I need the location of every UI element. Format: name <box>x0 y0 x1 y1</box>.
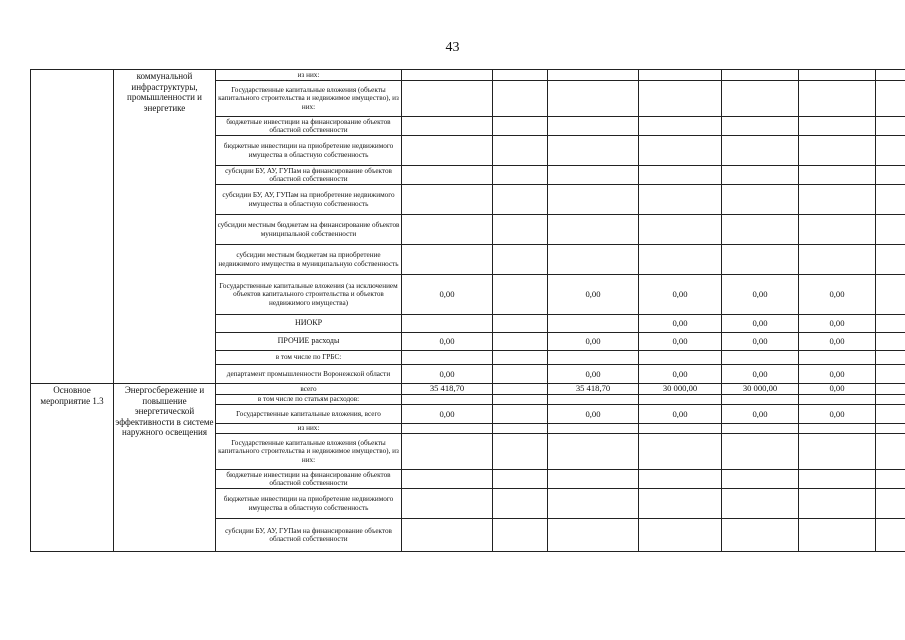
value-cell <box>876 434 905 470</box>
value-cell: 0,00 <box>402 365 493 384</box>
value-cell <box>493 333 548 351</box>
value-cell <box>402 245 493 275</box>
value-cell: 0,00 <box>639 275 722 315</box>
value-cell <box>876 315 905 333</box>
value-cell: 0,00 <box>799 405 876 424</box>
row-label: бюджетные инвестиции на финансирование объектов областной собственности <box>216 470 402 489</box>
value-cell <box>799 351 876 365</box>
value-cell <box>876 275 905 315</box>
value-cell <box>493 245 548 275</box>
value-cell <box>548 424 639 434</box>
value-cell <box>876 185 905 215</box>
value-cell <box>722 351 799 365</box>
value-cell: 0,00 <box>799 275 876 315</box>
value-cell <box>722 245 799 275</box>
value-cell <box>722 70 799 81</box>
row-label: Государственные капитальные вложения, всего <box>216 405 402 424</box>
value-cell <box>876 365 905 384</box>
value-cell <box>493 315 548 333</box>
value-cell <box>402 136 493 166</box>
value-cell <box>493 470 548 489</box>
value-cell: 0,00 <box>799 333 876 351</box>
value-cell <box>402 81 493 117</box>
value-cell <box>402 70 493 81</box>
value-cell <box>639 470 722 489</box>
value-cell <box>639 70 722 81</box>
value-cell: 0,00 <box>402 333 493 351</box>
value-cell: 0,00 <box>799 384 876 395</box>
value-cell <box>548 117 639 136</box>
value-cell <box>493 384 548 395</box>
value-cell <box>639 81 722 117</box>
value-cell <box>548 245 639 275</box>
value-cell <box>548 489 639 519</box>
value-cell <box>548 70 639 81</box>
row-label: субсидии БУ, АУ, ГУПам на приобретение недвижимого имущества в областную собственность <box>216 185 402 215</box>
value-cell: 0,00 <box>639 365 722 384</box>
block1-measure-cell <box>31 70 114 384</box>
value-cell <box>548 395 639 405</box>
value-cell: 0,00 <box>548 275 639 315</box>
value-cell <box>799 434 876 470</box>
value-cell <box>876 166 905 185</box>
value-cell <box>493 185 548 215</box>
row-label: субсидии БУ, АУ, ГУПам на финансирование объектов областной собственности <box>216 519 402 552</box>
value-cell: 35 418,70 <box>402 384 493 395</box>
budget-table-body <box>31 70 905 552</box>
value-cell: 0,00 <box>722 333 799 351</box>
value-cell <box>876 351 905 365</box>
value-cell: 0,00 <box>722 365 799 384</box>
value-cell <box>799 185 876 215</box>
value-cell <box>402 434 493 470</box>
value-cell <box>876 215 905 245</box>
value-cell <box>722 489 799 519</box>
value-cell: 0,00 <box>402 405 493 424</box>
row-label: департамент промышленности Воронежской области <box>216 365 402 384</box>
value-cell <box>493 395 548 405</box>
value-cell <box>548 185 639 215</box>
value-cell <box>402 315 493 333</box>
value-cell <box>493 81 548 117</box>
value-cell <box>402 117 493 136</box>
row-label: в том числе по статьям расходов: <box>216 395 402 405</box>
value-cell: 35 418,70 <box>548 384 639 395</box>
value-cell <box>876 424 905 434</box>
value-cell <box>722 166 799 185</box>
value-cell <box>799 81 876 117</box>
value-cell <box>722 395 799 405</box>
value-cell <box>722 424 799 434</box>
value-cell <box>799 215 876 245</box>
value-cell <box>876 519 905 552</box>
value-cell <box>799 166 876 185</box>
value-cell <box>402 215 493 245</box>
value-cell: 30 000,00 <box>722 384 799 395</box>
row-label: Государственные капитальные вложения (объекты капитального строительства и недвижимое имущество), из них: <box>216 434 402 470</box>
value-cell <box>493 424 548 434</box>
value-cell <box>876 470 905 489</box>
value-cell <box>722 215 799 245</box>
row-label: из них: <box>216 424 402 434</box>
value-cell <box>548 519 639 552</box>
value-cell <box>722 470 799 489</box>
value-cell: 0,00 <box>639 315 722 333</box>
value-cell <box>876 81 905 117</box>
value-cell <box>548 315 639 333</box>
value-cell: 0,00 <box>639 333 722 351</box>
value-cell <box>799 424 876 434</box>
value-cell <box>402 489 493 519</box>
value-cell <box>639 351 722 365</box>
table-row <box>31 70 905 81</box>
value-cell <box>493 166 548 185</box>
value-cell <box>722 81 799 117</box>
value-cell <box>639 117 722 136</box>
value-cell <box>876 489 905 519</box>
value-cell: 0,00 <box>548 333 639 351</box>
value-cell <box>402 166 493 185</box>
value-cell <box>722 185 799 215</box>
row-label: из них: <box>216 70 402 81</box>
value-cell <box>548 136 639 166</box>
value-cell: 0,00 <box>799 365 876 384</box>
value-cell <box>876 395 905 405</box>
value-cell <box>402 351 493 365</box>
value-cell <box>639 519 722 552</box>
value-cell <box>402 519 493 552</box>
value-cell <box>493 117 548 136</box>
value-cell: 0,00 <box>722 405 799 424</box>
value-cell <box>493 215 548 245</box>
value-cell <box>876 384 905 395</box>
value-cell <box>799 70 876 81</box>
value-cell <box>799 136 876 166</box>
value-cell <box>493 405 548 424</box>
block1-name-cell: коммунальной инфраструктуры, промышленности и энергетике <box>114 70 216 384</box>
value-cell <box>493 275 548 315</box>
value-cell <box>402 185 493 215</box>
row-label: в том числе по ГРБС: <box>216 351 402 365</box>
value-cell <box>799 519 876 552</box>
table-row <box>31 384 905 395</box>
value-cell <box>799 395 876 405</box>
budget-table <box>30 69 905 552</box>
value-cell <box>876 70 905 81</box>
value-cell <box>876 405 905 424</box>
row-label: бюджетные инвестиции на приобретение недвижимого имущества в областную собственность <box>216 136 402 166</box>
row-label: всего <box>216 384 402 395</box>
value-cell: 0,00 <box>722 275 799 315</box>
value-cell <box>493 519 548 552</box>
value-cell <box>639 434 722 470</box>
value-cell <box>722 117 799 136</box>
value-cell: 30 000,00 <box>639 384 722 395</box>
row-label: НИОКР <box>216 315 402 333</box>
row-label: субсидии местным бюджетам на приобретение недвижимого имущества в муниципальную собственность <box>216 245 402 275</box>
value-cell <box>493 434 548 470</box>
value-cell <box>639 489 722 519</box>
value-cell <box>548 470 639 489</box>
value-cell <box>876 333 905 351</box>
value-cell <box>493 365 548 384</box>
value-cell <box>548 215 639 245</box>
row-label: субсидии местным бюджетам на финансирование объектов муниципальной собственности <box>216 215 402 245</box>
row-label: бюджетные инвестиции на финансирование объектов областной собственности <box>216 117 402 136</box>
row-label: Государственные капитальные вложения (за исключением объектов капитального строительства и объектов недвижимого имущества) <box>216 275 402 315</box>
row-label: Государственные капитальные вложения (объекты капитального строительства и недвижимое имущество), из них: <box>216 81 402 117</box>
value-cell: 0,00 <box>402 275 493 315</box>
value-cell <box>799 470 876 489</box>
value-cell <box>722 136 799 166</box>
row-label: субсидии БУ, АУ, ГУПам на финансирование объектов областной собственности <box>216 166 402 185</box>
value-cell <box>548 81 639 117</box>
value-cell: 0,00 <box>548 365 639 384</box>
value-cell <box>402 424 493 434</box>
value-cell <box>548 434 639 470</box>
value-cell <box>722 434 799 470</box>
value-cell <box>876 117 905 136</box>
value-cell: 0,00 <box>639 405 722 424</box>
value-cell <box>639 185 722 215</box>
value-cell: 0,00 <box>548 405 639 424</box>
value-cell <box>493 351 548 365</box>
value-cell <box>548 351 639 365</box>
value-cell <box>722 519 799 552</box>
block2-measure-cell: Основное мероприятие 1.3 <box>31 384 114 552</box>
value-cell: 0,00 <box>722 315 799 333</box>
value-cell <box>639 424 722 434</box>
row-label: бюджетные инвестиции на приобретение недвижимого имущества в областную собственность <box>216 489 402 519</box>
value-cell <box>639 245 722 275</box>
value-cell <box>876 245 905 275</box>
value-cell <box>639 166 722 185</box>
value-cell <box>493 136 548 166</box>
value-cell <box>402 395 493 405</box>
value-cell <box>402 470 493 489</box>
value-cell <box>493 489 548 519</box>
value-cell <box>639 215 722 245</box>
page-number: 43 <box>445 40 460 55</box>
value-cell <box>799 245 876 275</box>
value-cell: 0,00 <box>799 315 876 333</box>
value-cell <box>876 136 905 166</box>
block2-name-cell: Энергосбережение и повышение энергетической эффективности в системе наружного освещения <box>114 384 216 552</box>
row-label: ПРОЧИЕ расходы <box>216 333 402 351</box>
value-cell <box>639 136 722 166</box>
value-cell <box>639 395 722 405</box>
value-cell <box>493 70 548 81</box>
value-cell <box>548 166 639 185</box>
value-cell <box>799 117 876 136</box>
value-cell <box>799 489 876 519</box>
